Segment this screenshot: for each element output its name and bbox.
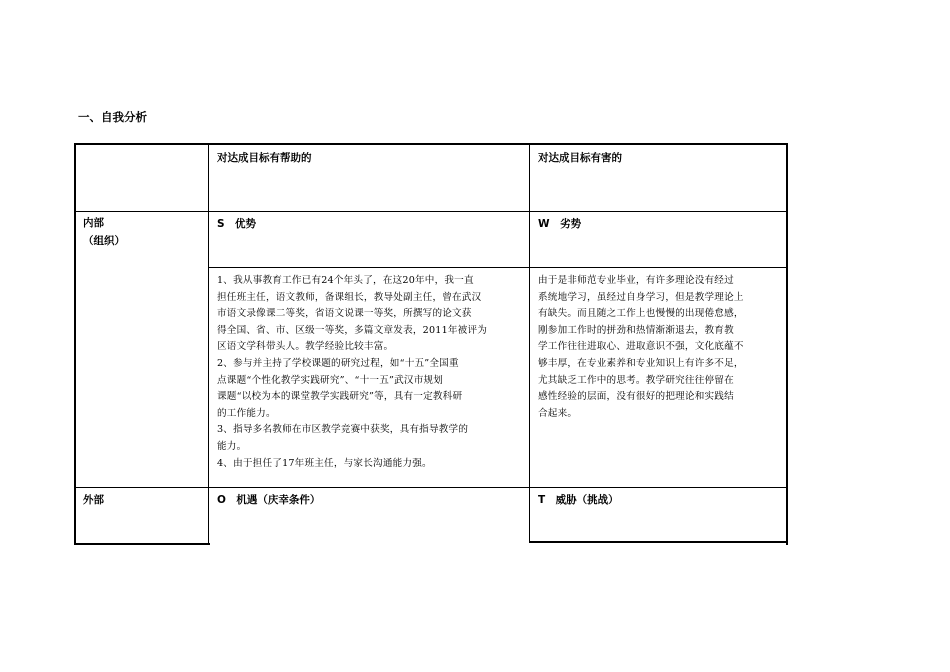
weaknesses-line: 系统地学习，虽经过自身学习，但是教学理论上 [538,291,744,303]
strengths-line: 3、指导多名教师在市区教学竞赛中获奖，具有指导教学的 [217,424,469,436]
weaknesses-line: 学工作往往进取心、进取意识不强，文化底蕴不 [538,341,744,353]
strengths-line: 4、由于担任了17年班主任，与家长沟通能力强。 [217,457,432,469]
col-divider-1 [208,143,209,545]
header-helpful: 对达成目标有帮助的 [217,152,312,164]
weaknesses-line: 由于是非师范专业毕业，有许多理论没有经过 [538,275,734,286]
header-harmful: 对达成目标有害的 [538,152,622,164]
table-border-bottom-left [74,543,210,545]
weaknesses-line: 尤其缺乏工作中的思考。教学研究往往停留在 [538,374,734,386]
strengths-line: 市语文录像课二等奖，省语文说课一等奖，所撰写的论文获 [217,308,472,320]
strengths-line: 课题“以校为本的课堂教学实践研究”等，具有一定教科研 [217,391,463,403]
strengths-line: 得全国、省、市、区级一等奖，多篇文章发表，2011年被评为 [217,324,488,336]
internal-label-line2: （组织） [83,235,125,247]
table-border-left [74,143,76,545]
threats-label: T 威胁（挑战） [538,494,619,506]
strengths-label: S 优势 [217,218,257,230]
internal-label [83,214,125,250]
weaknesses-line: 合起来。 [538,407,578,419]
strengths-text [217,273,527,472]
strengths-line: 担任班主任，语文教师，备课组长，教导处副主任，曾在武汉 [217,291,482,303]
opportunities-label: O 机遇（庆幸条件） [217,494,321,506]
strengths-line: 点课题“个性化教学实践研究”、“十一五”武汉市规划 [217,374,444,386]
strengths-line: 1、我从事教育工作已有24个年头了，在这20年中，我一直 [217,275,474,286]
weaknesses-text [538,273,784,422]
swot-table [74,143,788,545]
col-divider-2 [529,143,530,543]
strengths-line: 2、参与并主持了学校课题的研究过程，如“十五”全国重 [217,357,459,369]
weaknesses-line: 感性经验的层面，没有很好的把理论和实践结 [538,391,734,403]
section-heading: 一、自我分析 [78,110,147,124]
row-divider-external [74,487,788,488]
external-label: 外部 [83,494,104,506]
strengths-line: 能力。 [217,440,247,452]
strengths-line: 区语文学科带头人。教学经验比较丰富。 [217,341,394,353]
row-divider-header [74,211,788,212]
weaknesses-label: W 劣势 [538,218,582,230]
table-border-top [74,143,788,145]
row-divider-labels [208,267,788,268]
internal-label-line1: 内部 [83,217,104,229]
table-border-bottom-right [530,541,788,543]
weaknesses-line: 有缺失。而且随之工作上也慢慢的出现倦怠感， [538,308,744,320]
weaknesses-line: 够丰厚，在专业素养和专业知识上有许多不足， [538,357,744,369]
strengths-line: 的工作能力。 [217,407,276,419]
weaknesses-line: 刚参加工作时的拼劲和热情渐渐退去，教育教 [538,324,734,336]
table-border-right [786,143,788,545]
